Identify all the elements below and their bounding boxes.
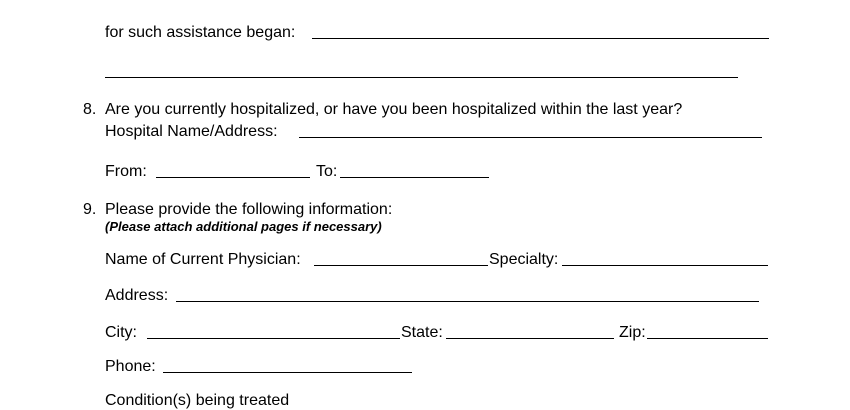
zip-field[interactable] [647,338,768,339]
to-field[interactable] [340,177,489,178]
phone-field[interactable] [163,372,412,373]
from-label: From: [105,163,147,180]
question-8-number: 8. [83,101,97,118]
zip-label: Zip: [619,324,646,341]
city-field[interactable] [147,338,400,339]
assistance-began-label: for such assistance began: [105,24,296,41]
physician-name-label: Name of Current Physician: [105,251,301,268]
address-label: Address: [105,287,169,304]
assistance-began-field[interactable] [312,38,769,39]
hospital-name-address-label: Hospital Name/Address: [105,123,278,140]
conditions-label: Condition(s) being treated [105,392,290,409]
from-field[interactable] [156,177,310,178]
attach-pages-note: (Please attach additional pages if necessary) [105,219,382,234]
phone-label: Phone: [105,358,156,375]
question-9-instruction: Please provide the following information: [105,201,393,218]
question-8-text: Are you currently hospitalized, or have you been hospitalized within the last year? [105,101,683,118]
to-label: To: [316,163,338,180]
city-label: City: [105,324,137,341]
hospital-name-address-field[interactable] [299,137,762,138]
specialty-field[interactable] [562,265,768,266]
state-label: State: [401,324,443,341]
physician-name-field[interactable] [314,265,488,266]
assistance-began-continued-field[interactable] [105,77,738,78]
specialty-label: Specialty: [489,251,559,268]
state-field[interactable] [446,338,614,339]
question-9-number: 9. [83,201,97,218]
address-field[interactable] [176,301,759,302]
